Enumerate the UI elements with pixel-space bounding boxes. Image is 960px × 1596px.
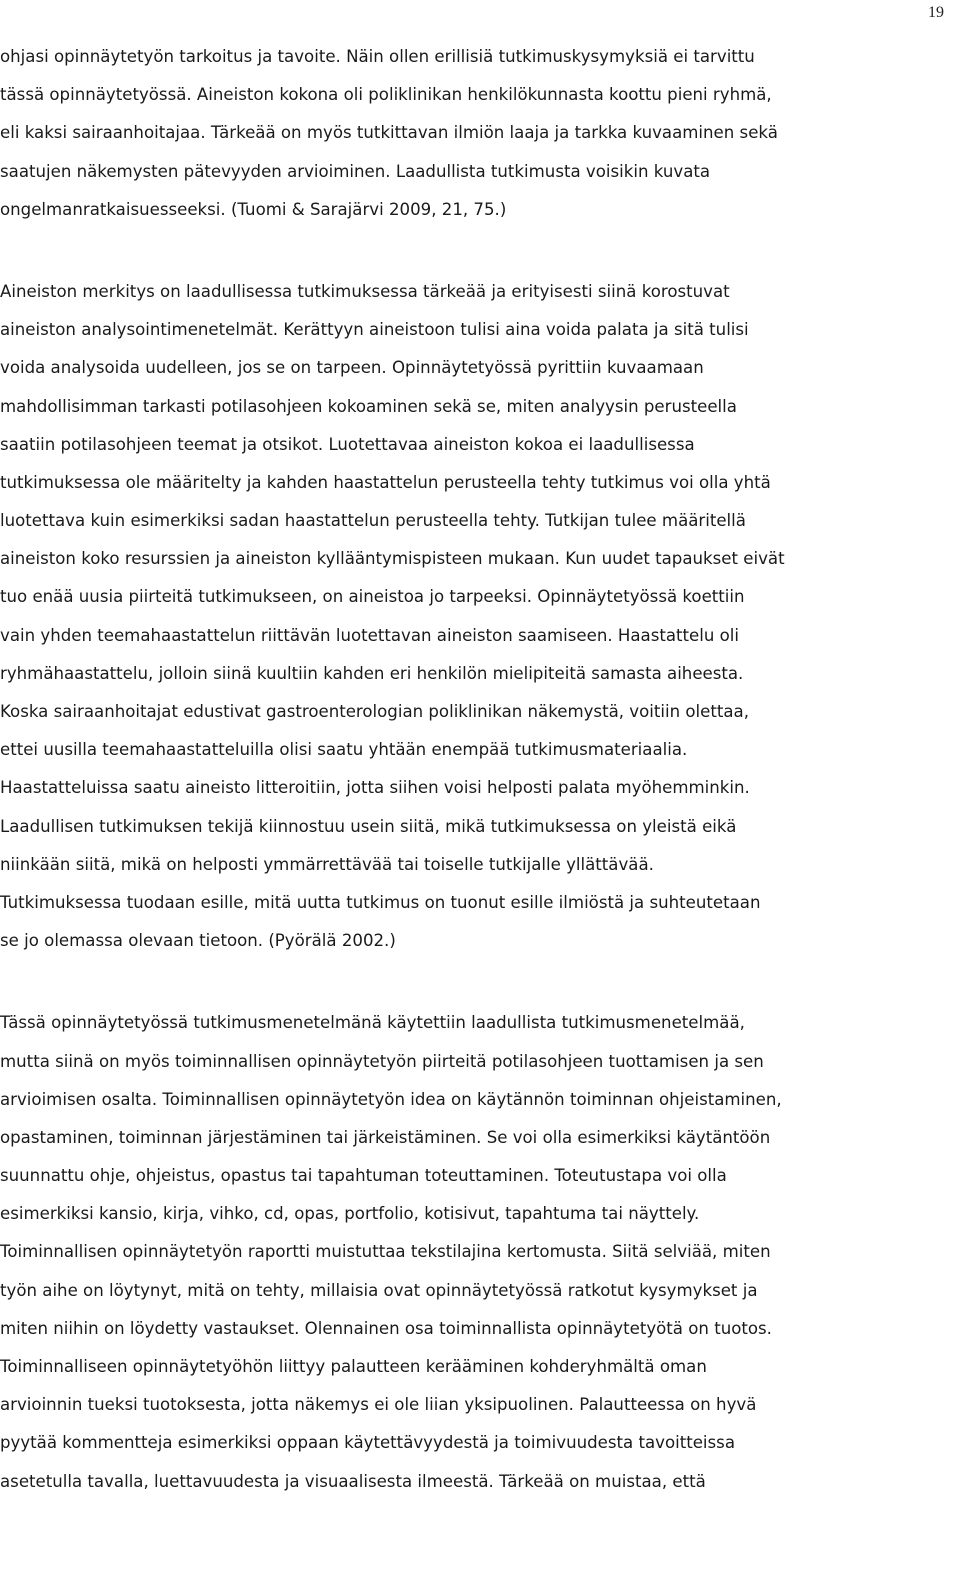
text-line: vain yhden teemahaastattelun riittävän luotettavan aineiston saamiseen. Haastattelu oli bbox=[0, 625, 740, 645]
text-line: se jo olemassa olevaan tietoon. (Pyörälä 2002.) bbox=[0, 931, 396, 951]
paragraph-spacer bbox=[0, 229, 948, 273]
text-line: saatiin potilasohjeen teemat ja otsikot. Luotettavaa aineiston kokoa ei laadullisessa bbox=[0, 434, 695, 454]
text-line: Laadullisen tutkimuksen tekijä kiinnostuu usein siitä, mikä tutkimuksessa on yleistä eikä bbox=[0, 816, 737, 836]
text-line: arvioinnin tueksi tuotoksesta, jotta näkemys ei ole liian yksipuolinen. Palautteessa on hyvä bbox=[0, 1395, 757, 1415]
text-line: esimerkiksi kansio, kirja, vihko, cd, opas, portfolio, kotisivut, tapahtuma tai näyttely. bbox=[0, 1204, 700, 1224]
body-text bbox=[0, 38, 948, 1501]
text-line: tässä opinnäytetyössä. Aineiston kokona oli poliklinikan henkilökunnasta koottu pieni ryhmä, bbox=[0, 85, 772, 105]
text-line: ohjasi opinnäytetyön tarkoitus ja tavoite. Näin ollen erillisiä tutkimuskysymyksiä ei tarvittu bbox=[0, 47, 755, 66]
text-line: Toiminnallisen opinnäytetyön raportti muistuttaa tekstilajina kertomusta. Siitä selviää, miten bbox=[0, 1242, 771, 1262]
text-line: opastaminen, toiminnan järjestäminen tai järkeistäminen. Se voi olla esimerkiksi käytäntöön bbox=[0, 1127, 771, 1147]
text-line: Koska sairaanhoitajat edustivat gastroenterologian poliklinikan näkemystä, voitiin olettaa, bbox=[0, 702, 750, 721]
text-line: Toiminnalliseen opinnäytetyöhön liittyy palautteen kerääminen kohderyhmältä oman bbox=[0, 1357, 707, 1376]
text-line: ryhmähaastattelu, jolloin siinä kuultiin kahden eri henkilön mielipiteitä samasta aiheesta. bbox=[0, 663, 744, 683]
text-line: Haastatteluissa saatu aineisto litteroitiin, jotta siihen voisi helposti palata myöhemminkin. bbox=[0, 778, 750, 798]
text-line: Aineiston merkitys on laadullisessa tutkimuksessa tärkeää ja erityisesti siinä korostuvat bbox=[0, 281, 730, 301]
text-line: voida analysoida uudelleen, jos se on tarpeen. Opinnäytetyössä pyrittiin kuvaamaan bbox=[0, 358, 704, 378]
text-line: pyytää kommentteja esimerkiksi oppaan käytettävyydestä ja toimivuudesta tavoitteissa bbox=[0, 1433, 735, 1453]
text-line: mahdollisimman tarkasti potilasohjeen kokoaminen sekä se, miten analyysin perusteella bbox=[0, 396, 737, 416]
text-line: arvioimisen osalta. Toiminnallisen opinnäytetyön idea on käytännön toiminnan ohjeistaminen, bbox=[0, 1089, 782, 1109]
text-line: suunnattu ohje, ohjeistus, opastus tai tapahtuman toteuttaminen. Toteutustapa voi olla bbox=[0, 1166, 727, 1186]
text-line: mutta siinä on myös toiminnallisen opinnäytetyön piirteitä potilasohjeen tuottamisen ja sen bbox=[0, 1051, 764, 1071]
text-line: asetetulla tavalla, luettavuudesta ja visuaalisesta ilmeestä. Tärkeää on muistaa, että bbox=[0, 1471, 706, 1491]
text-line: saatujen näkemysten pätevyyden arvioiminen. Laadullista tutkimusta voisikin kuvata bbox=[0, 161, 711, 181]
text-line: aineiston analysointimenetelmät. Kerättyyn aineistoon tulisi aina voida palata ja sitä tulisi bbox=[0, 320, 749, 340]
text-line: niinkään siitä, mikä on helposti ymmärrettävää tai toiselle tutkijalle yllättävää. bbox=[0, 854, 654, 874]
paragraph-spacer bbox=[0, 960, 948, 1004]
text-line: ettei uusilla teemahaastatteluilla olisi saatu yhtään enempää tutkimusmateriaalia. bbox=[0, 740, 688, 760]
text-line: luotettava kuin esimerkiksi sadan haastattelun perusteella tehty. Tutkijan tulee määritellä bbox=[0, 511, 746, 531]
page-number: 19 bbox=[928, 4, 944, 21]
text-line: Tutkimuksessa tuodaan esille, mitä uutta tutkimus on tuonut esille ilmiöstä ja suhteutetaan bbox=[0, 892, 761, 912]
text-line: tuo enää uusia piirteitä tutkimukseen, on aineistoa jo tarpeeksi. Opinnäytetyössä koettiin bbox=[0, 587, 745, 607]
text-line: ongelmanratkaisuesseeksi. (Tuomi & Sarajärvi 2009, 21, 75.) bbox=[0, 199, 507, 219]
text-line: työn aihe on löytynyt, mitä on tehty, millaisia ovat opinnäytetyössä ratkotut kysymykset ja bbox=[0, 1280, 758, 1300]
text-line: aineiston koko resurssien ja aineiston kyllääntymispisteen mukaan. Kun uudet tapaukset eivät bbox=[0, 549, 785, 569]
text-line: tutkimuksessa ole määritelty ja kahden haastattelun perusteella tehty tutkimus voi olla yhtä bbox=[0, 472, 771, 492]
text-line: miten niihin on löydetty vastaukset. Olennainen osa toiminnallista opinnäytetyötä on tuotos. bbox=[0, 1318, 772, 1338]
paragraph-2 bbox=[0, 273, 948, 960]
text-line: Tässä opinnäytetyössä tutkimusmenetelmänä käytettiin laadullista tutkimusmenetelmää, bbox=[0, 1013, 745, 1033]
text-line: eli kaksi sairaanhoitajaa. Tärkeää on myös tutkittavan ilmiön laaja ja tarkka kuvaaminen sekä bbox=[0, 123, 778, 143]
paragraph-3 bbox=[0, 1004, 948, 1500]
paragraph-1 bbox=[0, 38, 948, 229]
